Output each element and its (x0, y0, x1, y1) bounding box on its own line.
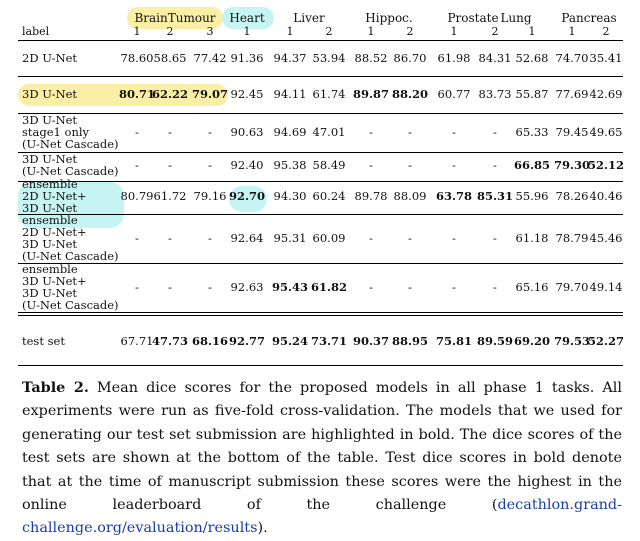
value-cell: 83.73 (478, 86, 512, 101)
value-cell: - (408, 124, 412, 139)
group-header-braintumour: BrainTumour (134, 11, 216, 25)
value-cell: 68.16 (191, 334, 229, 348)
value-cell: 94.11 (273, 86, 307, 101)
row-label: 3D U-Net (22, 286, 78, 300)
subheader-cell: 2 (166, 25, 174, 38)
value-cell: 80.71 (118, 86, 156, 101)
value-cell: 60.09 (312, 231, 346, 245)
caption-end: ). (257, 520, 268, 537)
row-label: (U-Net Cascade) (22, 249, 119, 263)
value-cell: - (369, 280, 373, 294)
value-cell: 94.69 (273, 124, 307, 139)
row-separator-0 (18, 76, 623, 77)
row-label: ensemble (22, 262, 78, 276)
value-cell: 95.31 (273, 231, 307, 245)
subheader-cell: 2 (491, 25, 499, 38)
value-cell: - (208, 231, 212, 245)
value-cell: 88.95 (391, 334, 429, 348)
value-cell: 79.07 (191, 86, 229, 101)
leaderboard-link[interactable]: decathlon.grand-challenge.org/evaluation/results (22, 497, 622, 537)
row-label: 3D U-Net (22, 86, 78, 101)
value-cell: 52.12 (587, 158, 625, 172)
caption-text: Mean dice scores for the proposed models in all phase 1 tasks. All experiments were run as five-fold cross-validation. The models that we used for generating our test set submission are highlighted in bold. The dice scores of the test sets are shown at the bottom of the table. Test dice scores in bold denote that at the time of manuscript submission these scores were the highest in the online leaderboard of the challenge ( (22, 380, 622, 514)
row-separator-2 (18, 152, 623, 153)
value-cell: 95.43 (271, 280, 309, 294)
value-cell: 58.49 (312, 158, 346, 172)
group-header-prostate: Prostate (447, 11, 499, 25)
value-cell: 58.65 (153, 50, 187, 65)
row-separator-5 (18, 263, 623, 264)
value-cell: - (168, 231, 172, 245)
value-cell: 79.70 (555, 280, 589, 294)
value-cell: - (208, 124, 212, 139)
value-cell: 60.24 (312, 189, 346, 203)
group-header-heart: Heart (229, 11, 265, 25)
value-cell: 88.52 (354, 50, 388, 65)
value-cell: 90.63 (230, 124, 264, 139)
value-cell: 91.36 (230, 50, 264, 65)
value-cell: - (408, 158, 412, 172)
value-cell: - (493, 124, 497, 139)
value-cell: 60.77 (437, 86, 471, 101)
row-label: 3D U-Net (22, 152, 78, 166)
value-cell: 89.59 (476, 334, 514, 348)
header-rule (18, 40, 623, 41)
bottom-rule (18, 365, 623, 366)
group-header-hippoc: Hippoc. (365, 11, 413, 25)
subheader-cell: 1 (133, 25, 141, 38)
value-cell: - (452, 124, 456, 139)
caption-label: Table 2. (22, 379, 89, 396)
value-cell: 69.20 (513, 334, 551, 348)
value-cell: 61.98 (437, 50, 471, 65)
value-cell: - (135, 124, 139, 139)
value-cell: - (408, 280, 412, 294)
row-label: 3D U-Net (22, 237, 78, 251)
value-cell: 79.53 (553, 334, 591, 348)
row-separator-3 (18, 181, 623, 182)
value-cell: 89.87 (352, 86, 390, 101)
value-cell: 42.69 (589, 86, 623, 101)
row-label: test set (22, 334, 65, 348)
value-cell: 92.77 (228, 334, 266, 348)
value-cell: 66.85 (513, 158, 551, 172)
value-cell: 88.20 (391, 86, 429, 101)
subheader-cell: 2 (602, 25, 610, 38)
value-cell: 74.70 (555, 50, 589, 65)
value-cell: - (408, 231, 412, 245)
value-cell: 65.16 (515, 280, 549, 294)
double-rule-top (18, 312, 623, 313)
value-cell: 75.81 (435, 334, 473, 348)
group-header-pancreas: Pancreas (561, 11, 617, 25)
value-cell: 88.09 (393, 189, 427, 203)
row-label: 2D U-Net+ (22, 189, 87, 203)
table-caption (22, 376, 622, 541)
value-cell: 90.37 (352, 334, 390, 348)
value-cell: 95.38 (273, 158, 307, 172)
row-label: 2D U-Net (22, 50, 78, 65)
value-cell: 55.96 (515, 189, 549, 203)
value-cell: 78.26 (555, 189, 589, 203)
row-label: stage1 only (22, 124, 90, 139)
subheader-cell: 1 (367, 25, 375, 38)
value-cell: 78.79 (555, 231, 589, 245)
value-cell: - (135, 231, 139, 245)
subheader-cell: 1 (568, 25, 576, 38)
value-cell: 92.63 (230, 280, 264, 294)
row-separator-1 (18, 113, 623, 114)
value-cell: 49.14 (589, 280, 623, 294)
value-cell: 61.18 (515, 231, 549, 245)
value-cell: 61.72 (153, 189, 187, 203)
value-cell: 49.65 (589, 124, 623, 139)
value-cell: - (493, 280, 497, 294)
value-cell: - (369, 124, 373, 139)
value-cell: - (452, 231, 456, 245)
value-cell: 92.64 (230, 231, 264, 245)
row-label: 3D U-Net+ (22, 274, 87, 288)
value-cell: 94.37 (273, 50, 307, 65)
value-cell: - (168, 158, 172, 172)
value-cell: 55.87 (515, 86, 549, 101)
value-cell: 35.41 (589, 50, 623, 65)
value-cell: 79.30 (553, 158, 591, 172)
value-cell: 73.71 (310, 334, 348, 348)
row-label: (U-Net Cascade) (22, 164, 119, 178)
value-cell: 47.01 (312, 124, 346, 139)
row-label: ensemble (22, 177, 78, 191)
value-cell: 85.31 (476, 189, 514, 203)
value-cell: 61.74 (312, 86, 346, 101)
value-cell: - (369, 231, 373, 245)
row-label: 2D U-Net+ (22, 225, 87, 239)
value-cell: 62.22 (151, 86, 189, 101)
value-cell: - (135, 280, 139, 294)
value-cell: - (168, 280, 172, 294)
value-cell: 86.70 (393, 50, 427, 65)
double-rule-bottom (18, 315, 623, 316)
value-cell: 47.73 (151, 334, 189, 348)
row-label: ensemble (22, 213, 78, 227)
subheader-cell: 2 (325, 25, 333, 38)
value-cell: 52.68 (515, 50, 549, 65)
value-cell: 80.79 (120, 189, 154, 203)
value-cell: 92.45 (230, 86, 264, 101)
value-cell: - (208, 158, 212, 172)
value-cell: 89.78 (354, 189, 388, 203)
value-cell: 92.40 (230, 158, 264, 172)
value-cell: 52.27 (587, 334, 625, 348)
subheader-cell: 3 (206, 25, 214, 38)
group-header-lung: Lung (500, 11, 532, 25)
value-cell: 94.30 (273, 189, 307, 203)
value-cell: 63.78 (435, 189, 473, 203)
row-label: 3D U-Net (22, 112, 78, 127)
value-cell: - (452, 280, 456, 294)
value-cell: - (369, 158, 373, 172)
value-cell: 79.45 (555, 124, 589, 139)
row-label: (U-Net Cascade) (22, 298, 119, 312)
label-header: label (22, 25, 50, 38)
value-cell: 67.71 (120, 334, 154, 348)
value-cell: 45.46 (589, 231, 623, 245)
value-cell: 79.16 (193, 189, 227, 203)
value-cell: 53.94 (312, 50, 346, 65)
value-cell: 84.31 (478, 50, 512, 65)
value-cell: - (168, 124, 172, 139)
value-cell: 61.82 (310, 280, 348, 294)
subheader-cell: 1 (286, 25, 294, 38)
subheader-cell: 1 (450, 25, 458, 38)
value-cell: - (493, 231, 497, 245)
value-cell: 77.69 (555, 86, 589, 101)
value-cell: 40.46 (589, 189, 623, 203)
value-cell: 78.60 (120, 50, 154, 65)
subheader-cell: 2 (406, 25, 414, 38)
value-cell: 65.33 (515, 124, 549, 139)
subheader-cell: 1 (243, 25, 251, 38)
value-cell: - (452, 158, 456, 172)
row-label: (U-Net Cascade) (22, 136, 119, 151)
value-cell: 77.42 (193, 50, 227, 65)
value-cell: - (135, 158, 139, 172)
value-cell: - (493, 158, 497, 172)
row-separator-4 (18, 214, 623, 215)
group-header-liver: Liver (293, 11, 325, 25)
subheader-cell: 1 (528, 25, 536, 38)
value-cell: - (208, 280, 212, 294)
value-cell: 95.24 (271, 334, 309, 348)
row-label: 3D U-Net (22, 201, 78, 215)
value-cell: 92.70 (228, 189, 266, 203)
